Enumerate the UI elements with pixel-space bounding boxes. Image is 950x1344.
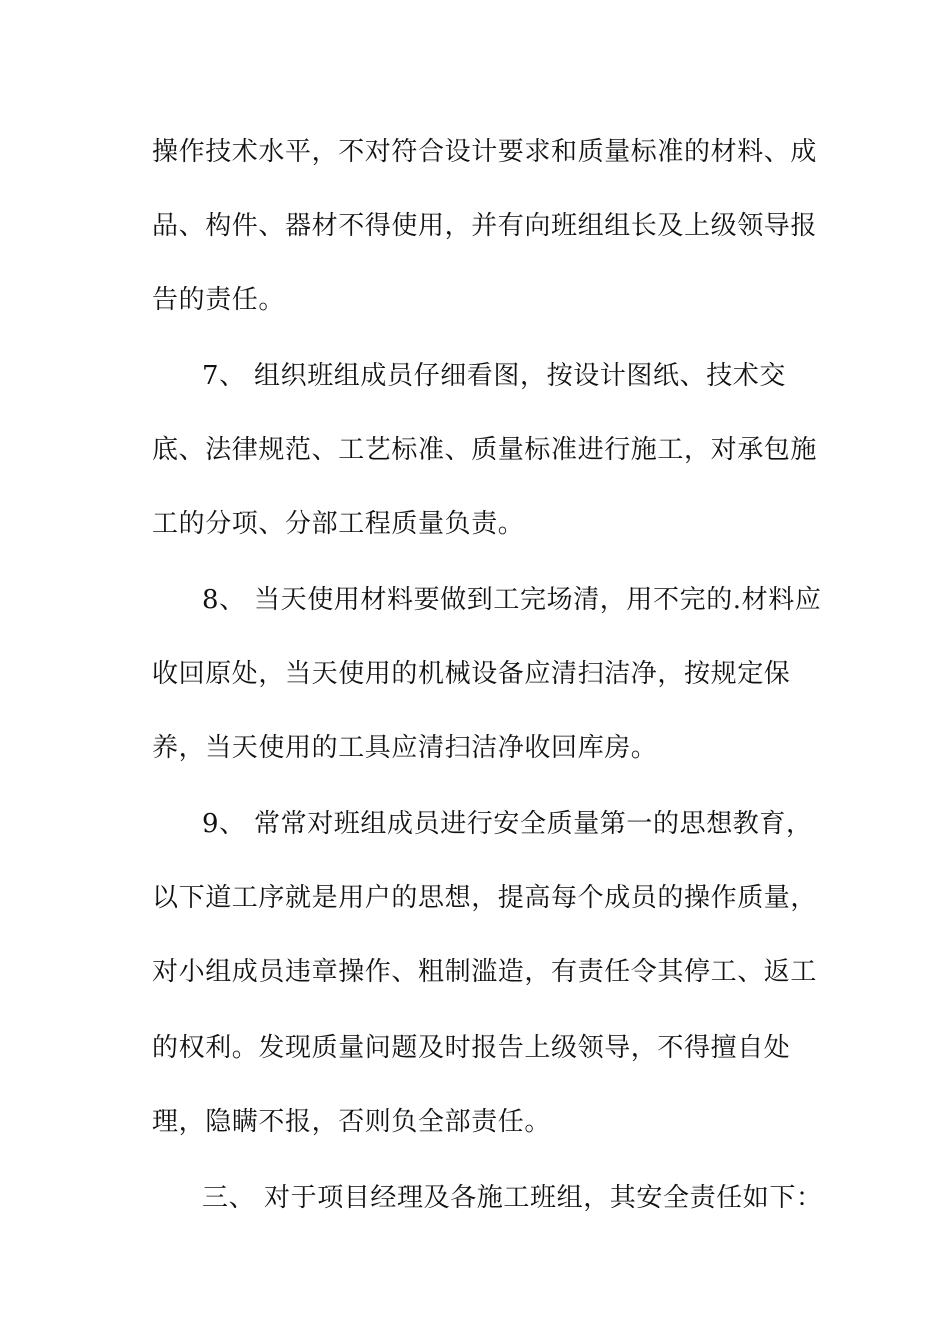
- text-line: 底、法律规范、工艺标准、质量标准进行施工，对承包施: [152, 435, 818, 465]
- text-line: 告的责任。: [152, 285, 286, 315]
- text-line: 收回原处，当天使用的机械设备应清扫洁净，按规定保: [152, 659, 791, 689]
- text-line: 品、构件、器材不得使用，并有向班组组长及上级领导报: [152, 211, 818, 241]
- item-9-number: 9、: [202, 809, 246, 839]
- item-7-number: 7、: [202, 361, 246, 391]
- item-7-heading-line: 7、 组织班组成员仔细看图，按设计图纸、技术交: [202, 356, 862, 396]
- text-line: 对小组成员违章操作、粗制滥造，有责任令其停工、返工: [152, 957, 818, 987]
- item-9-heading-line: 9、 常常对班组成员进行安全质量第一的思想教育，: [202, 804, 862, 844]
- text-line: 的权利。发现质量问题及时报告上级领导，不得擅自处: [152, 1033, 791, 1063]
- text-line: 理，隐瞒不报，否则负全部责任。: [152, 1107, 552, 1137]
- text-line: 工的分项、分部工程质量负责。: [152, 509, 525, 539]
- section-3-heading-line: 三、 对于项目经理及各施工班组，其安全责任如下：: [202, 1178, 862, 1218]
- text-line: 养，当天使用的工具应清扫洁净收回库房。: [152, 733, 658, 763]
- text-line: 操作技术水平，不对符合设计要求和质量标准的材料、成: [152, 137, 818, 167]
- text-line: 以下道工序就是用户的思想，提高每个成员的操作质量，: [152, 883, 818, 913]
- section-3-number: 三、: [202, 1183, 256, 1213]
- item-8-heading-line: 8、 当天使用材料要做到工完场清，用不完的.材料应: [202, 580, 862, 620]
- item-8-number: 8、: [202, 585, 246, 615]
